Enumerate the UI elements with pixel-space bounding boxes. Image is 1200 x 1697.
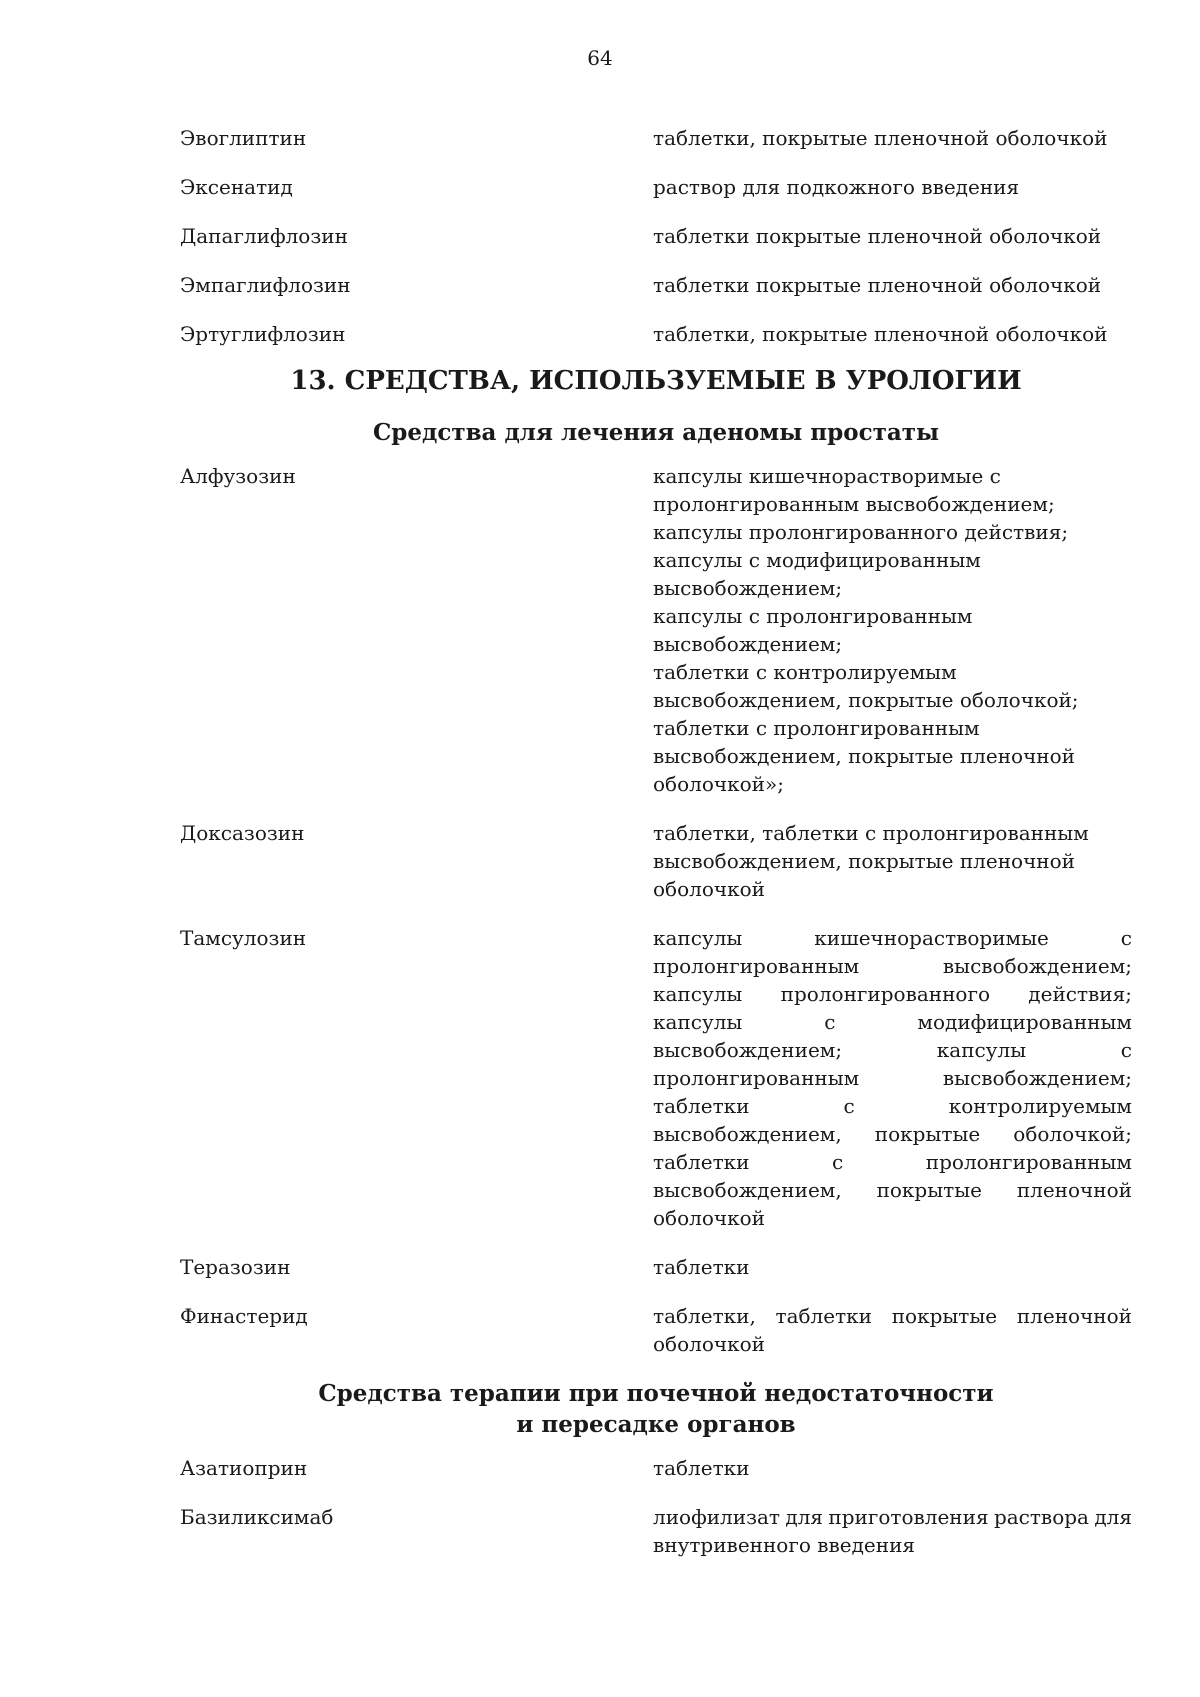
drug-row	[180, 1454, 1132, 1482]
drug-form-line: оболочкой	[653, 877, 765, 901]
drug-form-line: пролонгированным высвобождением;	[653, 492, 1055, 516]
drug-form-word: покрытые	[874, 1122, 981, 1146]
drug-row	[180, 124, 1132, 152]
drug-form-line	[653, 1092, 1132, 1120]
drug-form-line: внутривенного введения	[653, 1533, 916, 1557]
drug-form-line: таблетки покрытые пленочной оболочкой	[653, 273, 1102, 297]
subsection-title: Средства для лечения аденомы простаты	[372, 419, 940, 446]
drug-form-word: раствора	[993, 1505, 1089, 1529]
drug-form-word: кишечнорастворимые	[814, 926, 1049, 950]
drug-form-line: таблетки с пролонгированным	[653, 716, 980, 740]
drug-form-word: пролонгированного	[780, 982, 990, 1006]
drug-form-word: лиофилизат	[653, 1505, 780, 1529]
drug-form-line: таблетки	[653, 1255, 750, 1279]
drug-form-line: таблетки, таблетки с пролонгированным	[653, 821, 1089, 845]
drug-form-word: покрытые	[876, 1178, 982, 1202]
top-drug-rows	[180, 124, 1132, 348]
drug-form-line: оболочкой	[653, 1332, 765, 1356]
drug-form-word: высвобождением;	[942, 1066, 1132, 1090]
drug-form-word: пленочной	[1016, 1304, 1132, 1328]
drug-form-line	[653, 1120, 1132, 1148]
drug-form-line: капсулы пролонгированного действия;	[653, 520, 1069, 544]
drug-form-line: таблетки, покрытые пленочной оболочкой	[653, 322, 1108, 346]
drug-form-line	[653, 1036, 1132, 1064]
drug-form	[653, 271, 1132, 299]
drug-form	[653, 1454, 1132, 1482]
subsection-title-line: и пересадке органов	[516, 1411, 796, 1438]
drug-form-word: пролонгированным	[653, 1066, 860, 1090]
drug-name: Эвоглиптин	[180, 126, 307, 150]
drug-form-line	[653, 1008, 1132, 1036]
drug-form-word: высвобождением;	[942, 954, 1132, 978]
drug-form-line: капсулы с пролонгированным	[653, 604, 973, 628]
drug-row	[180, 1253, 1132, 1281]
drug-form-word: действия;	[1028, 982, 1132, 1006]
drug-form-word: капсулы	[936, 1038, 1027, 1062]
drug-name: Эртуглифлозин	[180, 322, 346, 346]
drug-name: Доксазозин	[180, 821, 305, 845]
drug-form-word: пролонгированным	[925, 1150, 1132, 1174]
drug-form-word: с	[1120, 926, 1132, 950]
drug-form	[653, 173, 1132, 201]
drug-form-line: высвобождением;	[653, 576, 843, 600]
drug-form-line: капсулы с модифицированным	[653, 548, 981, 572]
drug-form-line: высвобождением, покрытые пленочной	[653, 849, 1076, 873]
drug-row	[180, 819, 1132, 903]
drug-form-word: высвобождением,	[653, 1122, 842, 1146]
drug-form-word: пленочной	[1016, 1178, 1132, 1202]
drug-form-word: таблетки	[775, 1304, 872, 1328]
subsection-title	[180, 1378, 1132, 1440]
drug-form-word: с	[1120, 1038, 1132, 1062]
drug-name: Азатиоприн	[180, 1456, 308, 1480]
drug-form-line: высвобождением;	[653, 632, 843, 656]
drug-form-word: пролонгированным	[653, 954, 860, 978]
drug-form-line: оболочкой»;	[653, 772, 784, 796]
drug-row	[180, 462, 1132, 798]
drug-form-line	[653, 924, 1132, 952]
drug-list	[180, 124, 1132, 1559]
drug-row	[180, 924, 1132, 1232]
drug-name: Алфузозин	[180, 464, 296, 488]
drug-form	[653, 222, 1132, 250]
drug-form	[653, 819, 1132, 903]
drug-form-line	[653, 1064, 1132, 1092]
drug-form-word: капсулы	[653, 1010, 743, 1034]
subsection-title-line: Средства терапии при почечной недостаточности	[318, 1380, 994, 1407]
drug-form-word: высвобождением,	[653, 1178, 842, 1202]
drug-form-word: с	[843, 1094, 855, 1118]
drug-form-line: таблетки, покрытые пленочной оболочкой	[653, 126, 1108, 150]
drug-form-line: раствор для подкожного введения	[653, 175, 1020, 199]
drug-form	[653, 1253, 1132, 1281]
drug-form-line: таблетки покрытые пленочной оболочкой	[653, 224, 1102, 248]
drug-row	[180, 1302, 1132, 1358]
drug-form-word: капсулы	[653, 982, 743, 1006]
drug-form-line	[653, 952, 1132, 980]
drug-form-word: капсулы	[653, 926, 743, 950]
drug-form-word: таблетки	[653, 1150, 750, 1174]
drug-form-word: оболочкой;	[1013, 1122, 1132, 1146]
drug-form-word: для	[785, 1505, 824, 1529]
drug-form-line	[653, 1302, 1132, 1330]
drug-name: Теразозин	[180, 1255, 291, 1279]
drug-form-justified	[653, 1302, 1132, 1358]
drug-form-word: приготовления	[828, 1505, 989, 1529]
drug-form-word: покрытые	[891, 1304, 998, 1328]
drug-form-word: с	[832, 1150, 844, 1174]
drug-form-word: таблетки,	[653, 1304, 756, 1328]
drug-name: Базиликсимаб	[180, 1505, 334, 1529]
drug-form-line	[653, 980, 1132, 1008]
drug-name: Эмпаглифлозин	[180, 273, 351, 297]
drug-form-line: таблетки	[653, 1456, 750, 1480]
drug-form-word: для	[1094, 1505, 1132, 1529]
drug-form-line: таблетки с контролируемым	[653, 660, 957, 684]
drug-form-word: высвобождением;	[653, 1038, 843, 1062]
drug-row	[180, 271, 1132, 299]
drug-row	[180, 1503, 1132, 1559]
drug-form-line	[653, 1503, 1132, 1531]
drug-form-line: высвобождением, покрытые оболочкой;	[653, 688, 1079, 712]
drug-name: Эксенатид	[180, 175, 293, 199]
page-number: 64	[587, 46, 613, 70]
drug-form-justified	[653, 924, 1132, 1232]
drug-form	[653, 320, 1132, 348]
drug-form-word: таблетки	[653, 1094, 750, 1118]
drug-form-line: оболочкой	[653, 1206, 765, 1230]
drug-name: Финастерид	[180, 1304, 308, 1328]
drug-form-line: высвобождением, покрытые пленочной	[653, 744, 1076, 768]
drug-form-line: капсулы кишечнорастворимые с	[653, 464, 1001, 488]
drug-form-word: с	[824, 1010, 836, 1034]
drug-form-word: модифицированным	[917, 1010, 1132, 1034]
drug-form-justified	[653, 1503, 1132, 1559]
drug-form	[653, 124, 1132, 152]
drug-row	[180, 173, 1132, 201]
drug-name: Тамсулозин	[180, 926, 307, 950]
drug-row	[180, 222, 1132, 250]
section-title: 13. СРЕДСТВА, ИСПОЛЬЗУЕМЫЕ В УРОЛОГИИ	[290, 366, 1022, 396]
drug-form-line	[653, 1176, 1132, 1204]
drug-form	[653, 462, 1132, 798]
drug-form-word: контролируемым	[948, 1094, 1132, 1118]
drug-form-line	[653, 1148, 1132, 1176]
drug-name: Дапаглифлозин	[180, 224, 348, 248]
drug-row	[180, 320, 1132, 348]
